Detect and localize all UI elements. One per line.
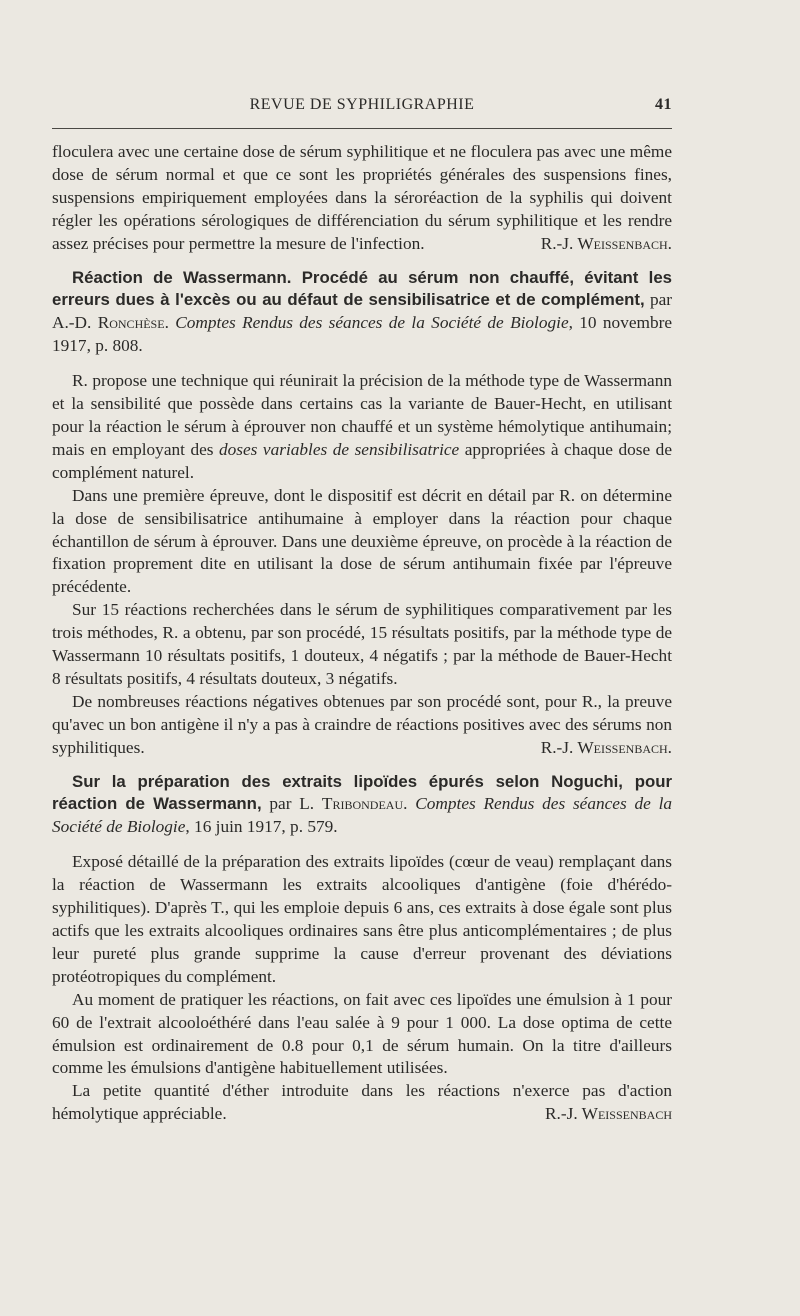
- entry-by: par A.-D.: [52, 290, 673, 333]
- paragraph-italic: doses variables de sensibilisatrice: [219, 439, 460, 459]
- paragraph-text: La petite quantité d'éther introduite dans les réactions n'exerce pas d'action hémolytique appréciable.: [52, 1081, 672, 1124]
- paragraph-text: R. propose une technique qui réunirait la précision de la méthode type de Wassermann et la sensibilité que possède dans certains cas la variante de Bauer-Hecht, en utilisant pour la réaction le sérum à éprouver non chauffé et un système hémolytique antihumain; mais en employant des: [52, 371, 672, 459]
- entry-author: Tribondeau: [321, 794, 404, 814]
- entry-date: , 10 novembre 1917, p. 808.: [52, 313, 673, 356]
- entry-date: , 16 juin 1917, p. 579.: [185, 817, 338, 837]
- paragraph: Exposé détaillé de la préparation des extraits lipoïdes (cœur de veau) remplaçant dans la réaction de Wassermann les extraits alcooliques d'antigène (foie d'hérédo-syphilitiques). D'après T., qui les emploie depuis 6 ans, ces extraits à dose égale sont plus actifs que les extraits alcooliques ordinaires sans être plus anticomplémentaires ; de plus leur pureté plus grande supprime la cause d'erreur provenant des déviations protéotropiques du complément.: [52, 852, 672, 986]
- running-header: [52, 96, 672, 120]
- entry-author-punct: .: [164, 313, 176, 333]
- entry-journal: Comptes Rendus des séances de la Société de Biologie: [52, 794, 673, 837]
- entry-by: par L.: [261, 794, 322, 814]
- paragraph-text: floculera avec une certaine dose de sérum syphilitique et ne floculera pas avec une même dose de sérum normal et que ce sont les propriétés générales des suspensions fines, suspensions empiriquement employées dans la séroréaction de la syphilis qui doivent régler les opérations sérologiques de différenciation du sérum syphilitique et les rendre assez précises pour permettre la mesure de l'infection.: [52, 142, 672, 253]
- entry-heading: [52, 771, 672, 840]
- entry-title: Sur la préparation des extraits lipoïdes épurés selon Noguchi, pour réaction de Wassermann,: [52, 771, 672, 814]
- entry-author: Ronchèse: [97, 313, 165, 333]
- paragraph-text: De nombreuses réactions négatives obtenues par son procédé sont, pour R., la preuve qu'avec un bon antigène il n'y a pas à craindre de réactions positives avec des sérums non syphilitiques.: [52, 691, 672, 757]
- page-number: 41: [655, 96, 672, 113]
- continued-paragraph: [52, 141, 672, 256]
- review-signature: R.-J. Weissenbach.: [540, 233, 672, 253]
- paragraph: [52, 691, 672, 760]
- paragraph: Au moment de pratiquer les réactions, on fait avec ces lipoïdes une émulsion à 1 pour 60 de l'extrait alcooloéthéré dans l'eau salée à 9 pour 1 000. La dose optima de cette émulsion est ordinairement de 0.8 pour 0,1 de sérum humain. On la titre d'ailleurs comme les émulsions d'antigène habituellement utilisées.: [52, 989, 672, 1078]
- article-body: [52, 141, 672, 1126]
- paragraph: [52, 370, 672, 485]
- running-title: REVUE DE SYPHILIGRAPHIE: [249, 96, 475, 113]
- paragraph: Sur 15 réactions recherchées dans le sérum de syphilitiques comparativement par les trois méthodes, R. a obtenu, par son procédé, 15 résultats positifs, par la méthode type de Wassermann 10 résultats positifs, 1 douteux, 4 négatifs ; par la méthode de Bauer-Hecht 8 résultats positifs, 4 résultats douteux, 3 négatifs.: [52, 600, 672, 688]
- entry-journal: Comptes Rendus des séances de la Société de Biologie: [175, 313, 569, 333]
- paragraph-text: appropriées à chaque dose de complément naturel.: [52, 439, 672, 482]
- entry-title: Réaction de Wassermann. Procédé au sérum non chauffé, évitant les erreurs dues à l'excès ou au défaut de sensibilisatrice et de complément,: [52, 267, 672, 310]
- header-rule: [52, 128, 672, 129]
- review-signature: R.-J. Weissenbach.: [540, 737, 672, 757]
- review-signature: R.-J. Weissenbach: [545, 1104, 672, 1124]
- entry-author-punct: .: [403, 794, 416, 814]
- paragraph: [52, 1080, 672, 1126]
- entry-heading: [52, 267, 672, 359]
- paragraph: Dans une première épreuve, dont le dispositif est décrit en détail par R. on détermine la dose de sensibilisatrice antihumaine à employer dans la réaction pour chaque échantillon de sérum à éprouver. Dans une deuxième épreuve, on procède à la réaction de fixation proprement dite en utilisant la dose de sérum antihumain fixée par l'épreuve précédente.: [52, 485, 672, 597]
